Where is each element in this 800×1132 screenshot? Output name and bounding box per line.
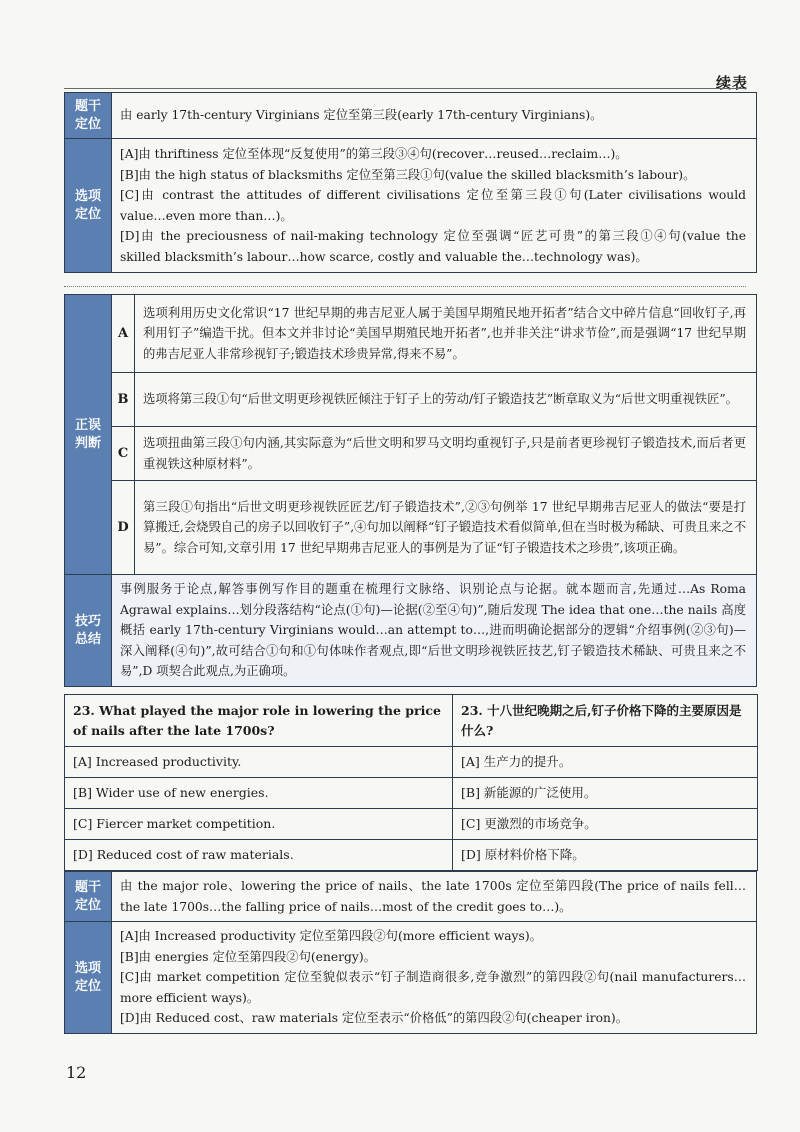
option-line: [D]由 Reduced cost、raw materials 定位至表示“价格低”的第四段②句(cheaper iron)。	[120, 1011, 629, 1026]
option-line: [A]由 thriftiness 定位至体现“反复使用”的第三段③④句(recover…reused…reclaim…)。	[120, 147, 628, 161]
q23-analysis-table	[64, 871, 757, 1034]
choice-en: [A] Increased productivity.	[65, 747, 453, 778]
question-23-table	[64, 694, 758, 871]
choice-cn: [D] 原材料价格下降。	[453, 840, 758, 871]
option-line: [C]由 market competition 定位至貌似表示“钉子制造商很多,竞争激烈”的第四段②句(nail manufacturers…more efficient ways)。	[120, 970, 746, 1005]
judge-text: 选项扭曲第三段①句内涵,其实际意为“后世文明和罗马文明均重视钉子,只是前者更珍视钉子锻造技术,而后者更重视铁这种原材料”。	[135, 427, 757, 481]
option-letter: A	[112, 295, 135, 373]
options-label: 选项 定位	[65, 139, 112, 273]
choice-en: [D] Reduced cost of raw materials.	[65, 840, 453, 871]
question-en: 23. What played the major role in lowering the price of nails after the late 1700s?	[65, 695, 453, 747]
tip-label: 技巧 总结	[65, 575, 112, 687]
choice-cn: [B] 新能源的广泛使用。	[453, 778, 758, 809]
choice-cn: [A] 生产力的提升。	[453, 747, 758, 778]
stem-text: 由 early 17th-century Virginians 定位至第三段(early 17th-century Virginians)。	[112, 93, 757, 139]
judge-text: 第三段①句指出“后世文明更珍视铁匠匠艺/钉子锻造技术”,②③句例举 17 世纪早期弗吉尼亚人的做法“要是打算搬迁,会烧毁自己的房子以回收钉子”,④句加以阐释“钉子锻造技术看似简单,但在当时极为稀缺、可贵且来之不易”。综合可知,文章引用 17 世纪早期弗吉尼亚人的事例是为了证“钉子锻造技术之珍贵”,该项正确。	[135, 481, 757, 575]
judge-text: 选项利用历史文化常识“17 世纪早期的弗吉尼亚人属于美国早期殖民地开拓者”结合文中碎片信息“回收钉子,再利用钉子”编造干扰。但本文并非讨论“美国早期殖民地开拓者”,也并非关注“讲求节俭”,而是强调“17 世纪早期的弗吉尼亚人非常珍视钉子;锻造技术珍贵异常,得来不易”。	[135, 295, 757, 373]
option-line: [B]由 the high status of blacksmiths 定位至第三段①句(value the skilled blacksmith’s labour)。	[120, 167, 696, 182]
judge-label: 正误 判断	[65, 295, 112, 575]
q23-stem-text: 由 the major role、lowering the price of nails、the late 1700s 定位至第四段(The price of nails fell…the late 1700s…the falling price of nails…most of the credit goes to…)。	[112, 872, 757, 922]
q23-options-text	[112, 922, 757, 1034]
stem-label: 题干 定位	[65, 93, 112, 139]
options-text	[112, 139, 757, 273]
choice-en: [B] Wider use of new energies.	[65, 778, 453, 809]
q23-options-label: 选项 定位	[65, 922, 112, 1034]
page-number: 12	[66, 1063, 87, 1082]
block1-table	[64, 92, 757, 273]
continued-label: 续表	[715, 74, 748, 92]
option-line: [B]由 energies 定位至第四段②句(energy)。	[120, 949, 376, 964]
option-letter: C	[112, 427, 135, 481]
tip-text: 事例服务于论点,解答事例写作目的题重在梳理行文脉络、识别论点与论据。就本题而言,先通过…As Roma Agrawal explains…划分段落结构“论点(①句)—论据(②至④句)”,随后发现 The idea that one…the nails 高度概括 early 17th-century Virginians would…an attempt to…,进而明确论据部分的逻辑“介绍事例(②③句)—深入阐释(④句)”,故可结合①句和①句体味作者观点,即“后世文明珍视铁匠技艺,钉子锻造技术稀缺、可贵且来之不易”,D 项契合此观点,为正确项。	[112, 575, 757, 687]
dotted-divider	[64, 286, 746, 287]
option-letter: B	[112, 373, 135, 427]
option-line: [D]由 the preciousness of nail-making technology 定位至强调“匠艺可贵”的第三段①④句(value the skilled blacksmith’s labour…how scarce, costly and valuable the…technology was)。	[120, 229, 746, 264]
judge-text: 选项将第三段①句“后世文明更珍视铁匠倾注于钉子上的劳动/钉子锻造技艺”断章取义为“后世文明重视铁匠”。	[135, 373, 757, 427]
option-line: [A]由 Increased productivity 定位至第四段②句(more efficient ways)。	[120, 929, 542, 944]
choice-en: [C] Fiercer market competition.	[65, 809, 453, 840]
header-rule	[64, 88, 746, 89]
choice-cn: [C] 更激烈的市场竞争。	[453, 809, 758, 840]
option-letter: D	[112, 481, 135, 575]
q23-stem-label: 题干 定位	[65, 872, 112, 922]
judgement-table	[64, 294, 757, 687]
option-line: [C]由 contrast the attitudes of different civilisations 定位至第三段①句(Later civilisations would value…even more than…)。	[120, 188, 746, 223]
question-cn: 23. 十八世纪晚期之后,钉子价格下降的主要原因是什么?	[453, 695, 758, 747]
